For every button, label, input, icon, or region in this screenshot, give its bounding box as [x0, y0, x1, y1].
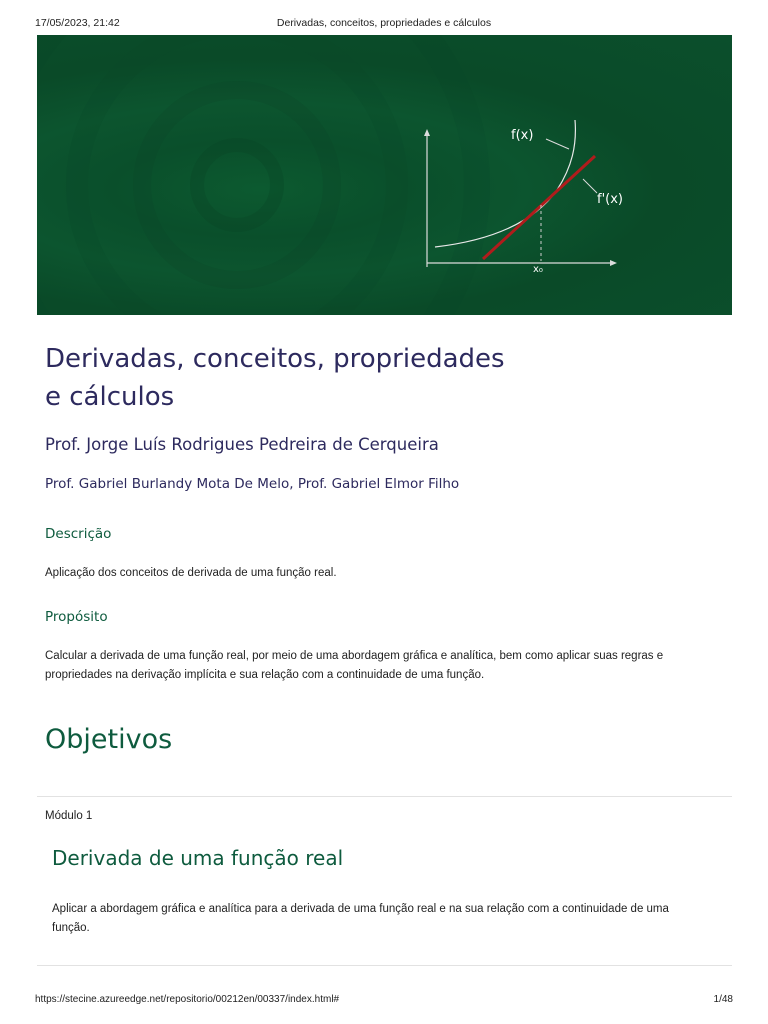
document-title-line2: e cálculos — [45, 382, 175, 412]
module-label: Módulo 1 — [45, 810, 93, 822]
main-author: Prof. Jorge Luís Rodrigues Pedreira de Cerqueira — [45, 435, 439, 454]
page-url: https://stecine.azureedge.net/repositorio/00212en/00337/index.html# — [35, 994, 340, 1005]
fprime-label: f'(x) — [597, 192, 623, 207]
f-label: f(x) — [511, 128, 534, 143]
x-axis-arrow — [610, 260, 617, 266]
descricao-heading: Descrição — [45, 526, 112, 542]
proposito-heading: Propósito — [45, 609, 108, 625]
page-number: 1/48 — [713, 994, 733, 1005]
module-title: Derivada de uma função real — [52, 846, 344, 870]
print-footer — [35, 994, 733, 1008]
banner-image — [37, 35, 732, 315]
proposito-text: Calcular a derivada de uma função real, por meio de uma abordagem gráfica e analítica, bem como aplicar suas regras e propriedades na derivação implícita e sua relação com a continuidade de uma função. — [45, 650, 664, 681]
tangent-line — [483, 156, 595, 259]
function-curve — [435, 120, 575, 247]
divider-bottom — [37, 965, 732, 966]
descricao-text: Aplicação dos conceitos de derivada de uma função real. — [45, 567, 337, 579]
x0-label: x₀ — [533, 264, 543, 275]
y-axis-arrow — [424, 129, 430, 136]
derivative-illustration — [37, 35, 732, 315]
co-authors: Prof. Gabriel Burlandy Mota De Melo, Prof. Gabriel Elmor Filho — [45, 476, 460, 492]
document-title-line1: Derivadas, conceitos, propriedades — [45, 344, 505, 374]
objetivos-heading: Objetivos — [45, 724, 173, 755]
print-page-title: Derivadas, conceitos, propriedades e cálculos — [276, 17, 492, 29]
print-datetime: 17/05/2023, 21:42 — [35, 17, 120, 29]
module-text: Aplicar a abordagem gráfica e analítica para a derivada de uma função real e na sua relação com a continuidade de uma função. — [52, 903, 669, 934]
divider-top — [37, 796, 732, 797]
document-title — [45, 340, 605, 416]
print-header — [35, 17, 733, 31]
fprime-pointer — [583, 179, 597, 193]
f-pointer — [546, 139, 569, 149]
